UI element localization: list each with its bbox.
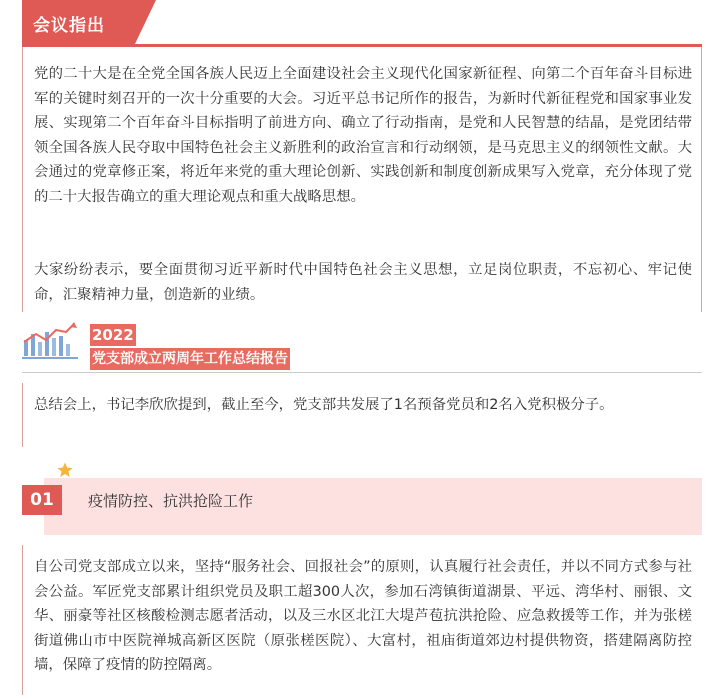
bar-chart-icon <box>22 322 78 362</box>
meeting-paragraph-1: 党的二十大是在全党全国各族人民迈上全面建设社会主义现代化国家新征程、向第二个百年奋斗目标进军的关键时刻召开的一次十分重要的大会。习近平总书记所作的报告，为新时代新征程党和国家事业发展、实现第二个百年奋斗目标指明了前进方向、确立了行动指南，是党和人民智慧的结晶，是党团结带领全国各族人民夺取中国特色社会主义新胜利的政治宣言和行动纲领，是马克思主义的纲领性文献。大会通过的党章修正案，将近年来党的重大理论创新、实践创新和制度创新成果写入党章，充分体现了党的二十大报告确立的重大理论观点和重大战略思想。 <box>34 66 692 205</box>
item-title: 疫情防控、抗洪抢险工作 <box>88 492 254 510</box>
report-divider <box>22 372 702 373</box>
meeting-paragraph-2: 大家纷纷表示，要全面贯彻习近平新时代中国特色社会主义思想，立足岗位职责，不忘初心、牢记使命，汇聚精神力量，创造新的业绩。 <box>34 262 692 303</box>
meeting-text-box <box>22 47 702 312</box>
header-tab-corner <box>134 0 156 46</box>
report-year: 2022 <box>92 326 134 344</box>
report-title: 党支部成立两周年工作总结报告 <box>90 348 290 370</box>
star-icon <box>57 462 73 478</box>
item-number-badge: 01 <box>22 485 62 515</box>
item-body: 自公司党支部成立以来，坚持“服务社会、回报社会”的原则，认真履行社会责任，并以不同方式参与社会公益。军匠党支部累计组织党员及职工超300人次，参加石湾镇街道湖景、平远、湾华村、丽银、文华、丽豪等社区核酸检测志愿者活动，以及三水区北江大堤芦苞抗洪抢险、应急救援等工作，并为张槎街道佛山市中医院禅城高新区医院（原张槎医院）、大富村，祖庙街道郊边村提供物资，搭建隔离防控墙，保障了疫情的防控隔离。 <box>34 559 692 673</box>
report-intro-box <box>22 383 702 447</box>
item-body-box <box>22 545 702 695</box>
report-intro: 总结会上，书记李欣欣提到，截止至今，党支部共发展了1名预备党员和2名入党积极分子。 <box>34 397 614 413</box>
section-title: 会议指出 <box>33 16 105 36</box>
section-header-meeting <box>22 0 702 48</box>
